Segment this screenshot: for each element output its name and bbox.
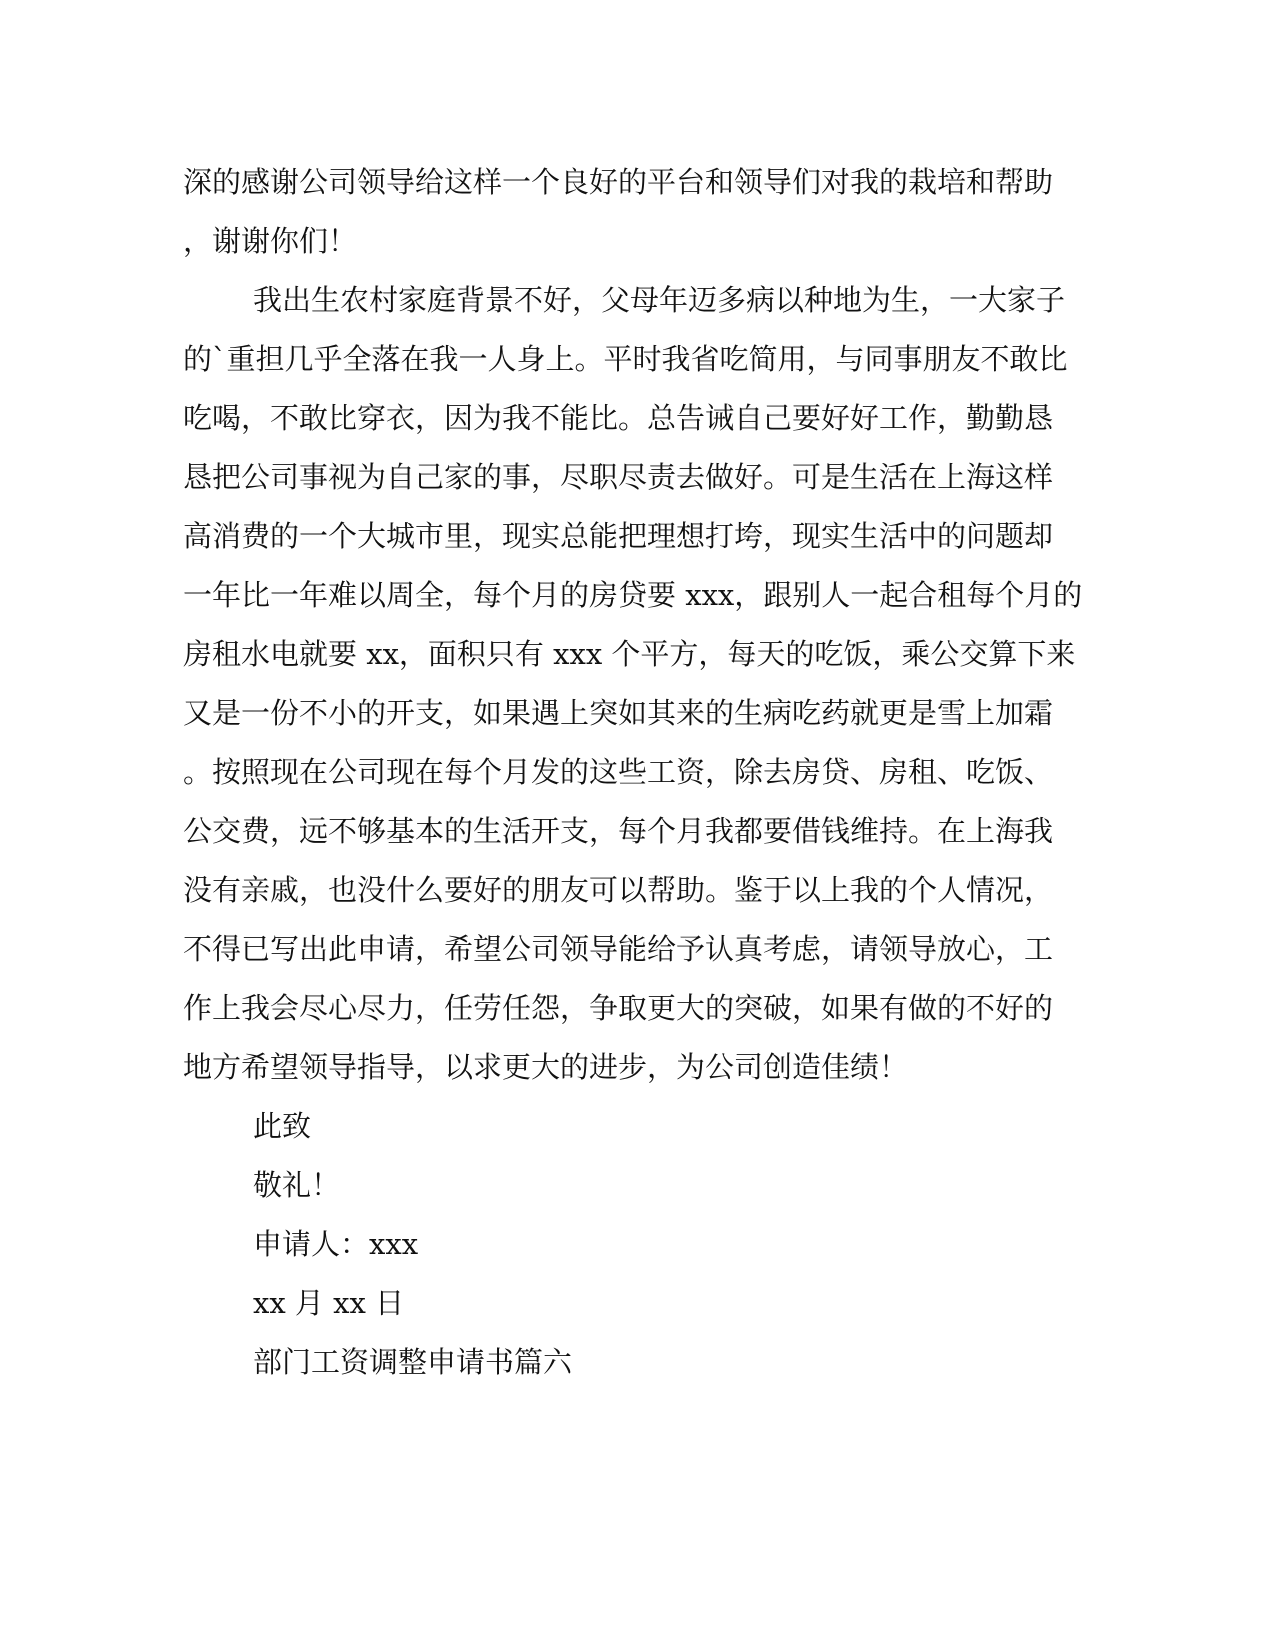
applicant-signature: 申请人：xxx [253,1227,419,1261]
paragraph-line: 我出生农村家庭背景不好，父母年迈多病以种地为生，一大家子 [253,283,1066,317]
paragraph-line: 恳把公司事视为自己家的事，尽职尽责去做好。可是生活在上海这样 [183,460,1054,494]
paragraph-line: ，谢谢你们！ [183,224,358,258]
paragraph-line: 深的感谢公司领导给这样一个良好的平台和领导们对我的栽培和帮助 [183,165,1054,199]
paragraph-line: 一年比一年难以周全，每个月的房贷要 xxx，跟别人一起合租每个月的 [183,578,1083,612]
paragraph-line: 。按照现在公司现在每个月发的这些工资，除去房贷、房租、吃饭、 [183,755,1054,789]
paragraph-line: 公交费，远不够基本的生活开支，每个月我都要借钱维持。在上海我 [183,814,1054,848]
paragraph-line: 没有亲戚，也没什么要好的朋友可以帮助。鉴于以上我的个人情况， [183,873,1054,907]
paragraph-line: 不得已写出此申请，希望公司领导能给予认真考虑，请领导放心，工 [183,932,1054,966]
section-heading: 部门工资调整申请书篇六 [253,1345,573,1379]
date-line: xx 月 xx 日 [253,1286,405,1320]
paragraph-line: 房租水电就要 xx，面积只有 xxx 个平方，每天的吃饭，乘公交算下来 [183,637,1076,671]
paragraph-line: 作上我会尽心尽力，任劳任怨，争取更大的突破，如果有做的不好的 [183,991,1054,1025]
paragraph-line: 高消费的一个大城市里，现实总能把理想打垮，现实生活中的问题却 [183,519,1054,553]
paragraph-line: 又是一份不小的开支，如果遇上突如其来的生病吃药就更是雪上加霜 [183,696,1054,730]
paragraph-line: 吃喝，不敢比穿衣，因为我不能比。总告诫自己要好好工作，勤勤恳 [183,401,1054,435]
paragraph-line: 的`重担几乎全落在我一人身上。平时我省吃简用，与同事朋友不敢比 [183,342,1068,376]
salutation-text: 敬礼！ [253,1168,341,1202]
paragraph-line: 地方希望领导指导，以求更大的进步，为公司创造佳绩！ [183,1050,909,1084]
closing-text: 此致 [253,1109,312,1143]
